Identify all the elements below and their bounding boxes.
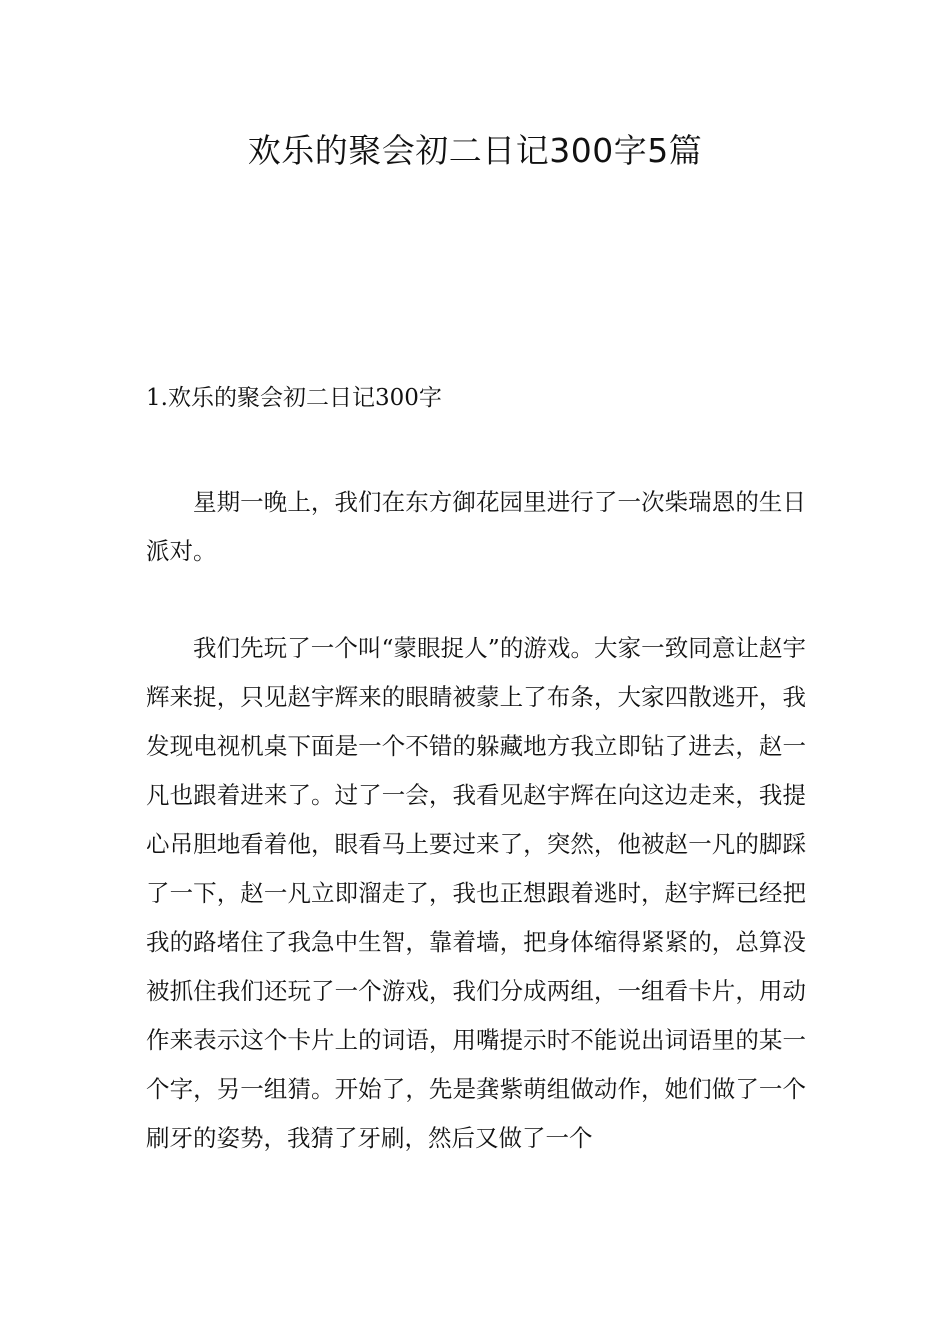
- paragraph-1: 星期一晚上，我们在东方御花园里进行了一次柴瑞恩的生日派对。: [146, 488, 806, 565]
- paragraph-2: 我们先玩了一个叫“蒙眼捉人”的游戏。大家一致同意让赵宇辉来捉，只见赵宇辉来的眼睛被蒙上了布条，大家四散逃开，我发现电视机桌下面是一个不错的躲藏地方我立即钻了进去，赵一凡也跟着进来了。过了一会，我看见赵宇辉在向这边走来，我提心吊胆地看着他，眼看马上要过来了，突然，他被赵一凡的脚踩了一下，赵一凡立即溜走了，我也正想跟着逃时，赵宇辉已经把我的路堵住了我急中生智，靠着墙，把身体缩得紧紧的，总算没被抓住我们还玩了一个游戏，我们分成两组，一组看卡片，用动作来表示这个卡片上的词语，用嘴提示时不能说出词语里的某一个字，另一组猜。开始了，先是龚紫萌组做动作，她们做了一个刷牙的姿势，我猜了牙刷，然后又做了一个: [146, 634, 806, 1152]
- section-heading: 1.欢乐的聚会初二日记300字: [146, 385, 442, 411]
- document-title: 欢乐的聚会初二日记300字5篇: [247, 131, 703, 170]
